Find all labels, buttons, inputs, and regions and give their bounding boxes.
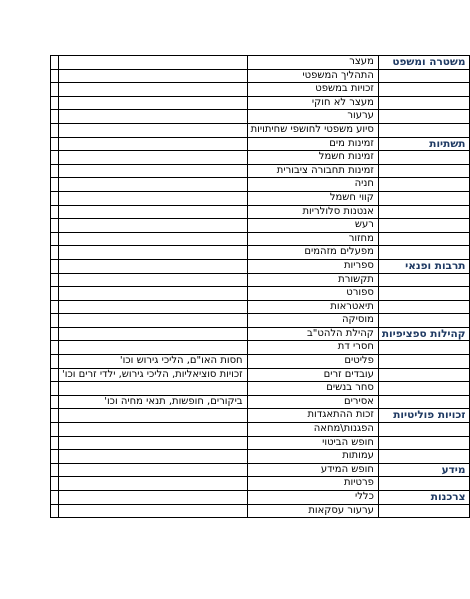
item-cell: חניה [247, 178, 378, 192]
category-cell: תשתיות [378, 137, 470, 151]
table-row [51, 151, 470, 165]
empty-cell [51, 164, 59, 178]
item-cell: זמינות תחבורה ציבורית [247, 164, 378, 178]
category-cell [378, 341, 470, 355]
table-row [51, 69, 470, 83]
empty-cell [51, 110, 59, 124]
table-row [51, 368, 470, 382]
category-cell [378, 246, 470, 260]
note-cell [59, 341, 248, 355]
category-cell [378, 314, 470, 328]
item-cell: זכות ההתאגדות [247, 409, 378, 423]
note-cell [59, 56, 248, 70]
empty-cell [51, 409, 59, 423]
category-cell [378, 273, 470, 287]
category-cell [378, 205, 470, 219]
empty-cell [51, 423, 59, 437]
empty-cell [51, 477, 59, 491]
item-cell: חופש המידע [247, 463, 378, 477]
item-cell: כללי [247, 491, 378, 505]
item-cell: חופש הביטוי [247, 436, 378, 450]
category-cell [378, 69, 470, 83]
table-row [51, 504, 470, 518]
category-cell [378, 504, 470, 518]
note-cell [59, 96, 248, 110]
category-cell: צרכנות [378, 491, 470, 505]
empty-cell [51, 232, 59, 246]
item-cell: התהליך המשפטי [247, 69, 378, 83]
category-cell [378, 178, 470, 192]
item-cell: ערעור [247, 110, 378, 124]
item-cell: רעש [247, 219, 378, 233]
item-cell: מעצר [247, 56, 378, 70]
item-cell: מוסיקה [247, 314, 378, 328]
item-cell: מפעלים מזהמים [247, 246, 378, 260]
table-row [51, 300, 470, 314]
table-row [51, 327, 470, 341]
category-cell: משטרה ומשפט [378, 56, 470, 70]
note-cell [59, 259, 248, 273]
table-row [51, 205, 470, 219]
note-cell [59, 232, 248, 246]
empty-cell [51, 395, 59, 409]
item-cell: תיאטראות [247, 300, 378, 314]
empty-cell [51, 491, 59, 505]
table-row [51, 491, 470, 505]
item-cell: ספורט [247, 287, 378, 301]
empty-cell [51, 273, 59, 287]
table-row [51, 191, 470, 205]
note-cell [59, 69, 248, 83]
note-cell [59, 327, 248, 341]
category-cell [378, 151, 470, 165]
empty-cell [51, 463, 59, 477]
empty-cell [51, 246, 59, 260]
empty-cell [51, 314, 59, 328]
category-cell [378, 395, 470, 409]
table-row [51, 273, 470, 287]
item-cell: חסרי דת [247, 341, 378, 355]
category-cell [378, 423, 470, 437]
item-cell: פליטים [247, 355, 378, 369]
topics-table [50, 55, 470, 518]
table-row [51, 137, 470, 151]
item-cell: ספריות [247, 259, 378, 273]
category-cell [378, 232, 470, 246]
item-cell: זמינות מים [247, 137, 378, 151]
category-cell [378, 96, 470, 110]
table-row [51, 382, 470, 396]
table-row [51, 259, 470, 273]
category-cell [378, 110, 470, 124]
table-row [51, 83, 470, 97]
note-cell: חסות האו"ם, הליכי גירוש וכו' [59, 355, 248, 369]
empty-cell [51, 137, 59, 151]
empty-cell [51, 151, 59, 165]
item-cell: הפגנות\מחאה [247, 423, 378, 437]
empty-cell [51, 69, 59, 83]
note-cell: ביקורים, חופשות, תנאי מחיה וכו' [59, 395, 248, 409]
category-cell [378, 382, 470, 396]
empty-cell [51, 504, 59, 518]
note-cell [59, 164, 248, 178]
table-row [51, 219, 470, 233]
item-cell: קהילת הלהט"ב [247, 327, 378, 341]
table-row [51, 355, 470, 369]
table-row [51, 477, 470, 491]
table-row [51, 314, 470, 328]
empty-cell [51, 205, 59, 219]
note-cell [59, 178, 248, 192]
table-row [51, 110, 470, 124]
table-row [51, 178, 470, 192]
item-cell: אנטנות סלולריות [247, 205, 378, 219]
table-row [51, 450, 470, 464]
category-cell [378, 287, 470, 301]
note-cell [59, 504, 248, 518]
empty-cell [51, 219, 59, 233]
note-cell [59, 191, 248, 205]
empty-cell [51, 300, 59, 314]
table-row [51, 246, 470, 260]
note-cell [59, 300, 248, 314]
item-cell: עמותות [247, 450, 378, 464]
item-cell: מחזור [247, 232, 378, 246]
empty-cell [51, 436, 59, 450]
table-row [51, 56, 470, 70]
empty-cell [51, 83, 59, 97]
empty-cell [51, 56, 59, 70]
category-cell: קהילות ספציפיות [378, 327, 470, 341]
note-cell [59, 287, 248, 301]
category-cell [378, 355, 470, 369]
category-cell [378, 368, 470, 382]
note-cell [59, 423, 248, 437]
category-cell: מידע [378, 463, 470, 477]
table-row [51, 463, 470, 477]
empty-cell [51, 123, 59, 137]
note-cell [59, 450, 248, 464]
note-cell [59, 477, 248, 491]
note-cell [59, 246, 248, 260]
category-cell: זכויות פוליטיות [378, 409, 470, 423]
category-cell: תרבות ופנאי [378, 259, 470, 273]
item-cell: סחר בנשים [247, 382, 378, 396]
table-body [51, 56, 470, 518]
category-cell [378, 219, 470, 233]
table-row [51, 96, 470, 110]
note-cell [59, 409, 248, 423]
category-cell [378, 191, 470, 205]
note-cell [59, 491, 248, 505]
empty-cell [51, 355, 59, 369]
item-cell: עובדים זרים [247, 368, 378, 382]
category-cell [378, 300, 470, 314]
table-row [51, 232, 470, 246]
empty-cell [51, 382, 59, 396]
empty-cell [51, 96, 59, 110]
note-cell [59, 382, 248, 396]
empty-cell [51, 191, 59, 205]
empty-cell [51, 368, 59, 382]
category-cell [378, 164, 470, 178]
table-row [51, 409, 470, 423]
item-cell: זכויות במשפט [247, 83, 378, 97]
item-cell: קווי חשמל [247, 191, 378, 205]
item-cell: ערעור עסקאות [247, 504, 378, 518]
note-cell [59, 436, 248, 450]
category-cell [378, 477, 470, 491]
item-cell: פרטיות [247, 477, 378, 491]
empty-cell [51, 450, 59, 464]
empty-cell [51, 341, 59, 355]
note-cell [59, 205, 248, 219]
item-cell: מעצר לא חוקי [247, 96, 378, 110]
category-cell [378, 450, 470, 464]
note-cell [59, 123, 248, 137]
category-cell [378, 436, 470, 450]
table-row [51, 423, 470, 437]
table-row [51, 436, 470, 450]
table-row [51, 341, 470, 355]
item-cell: סיוע משפטי לחושפי שחיתויות [247, 123, 378, 137]
note-cell [59, 151, 248, 165]
empty-cell [51, 287, 59, 301]
note-cell [59, 273, 248, 287]
category-cell [378, 83, 470, 97]
table-row [51, 395, 470, 409]
item-cell: תקשורת [247, 273, 378, 287]
note-cell: זכויות סוציאליות, הליכי גירוש, ילדי זרים וכו' [59, 368, 248, 382]
table-row [51, 123, 470, 137]
note-cell [59, 110, 248, 124]
empty-cell [51, 327, 59, 341]
note-cell [59, 314, 248, 328]
item-cell: אסירים [247, 395, 378, 409]
item-cell: זמינות חשמל [247, 151, 378, 165]
empty-cell [51, 178, 59, 192]
note-cell [59, 137, 248, 151]
note-cell [59, 463, 248, 477]
empty-cell [51, 259, 59, 273]
table-row [51, 164, 470, 178]
category-cell [378, 123, 470, 137]
note-cell [59, 83, 248, 97]
note-cell [59, 219, 248, 233]
table-row [51, 287, 470, 301]
